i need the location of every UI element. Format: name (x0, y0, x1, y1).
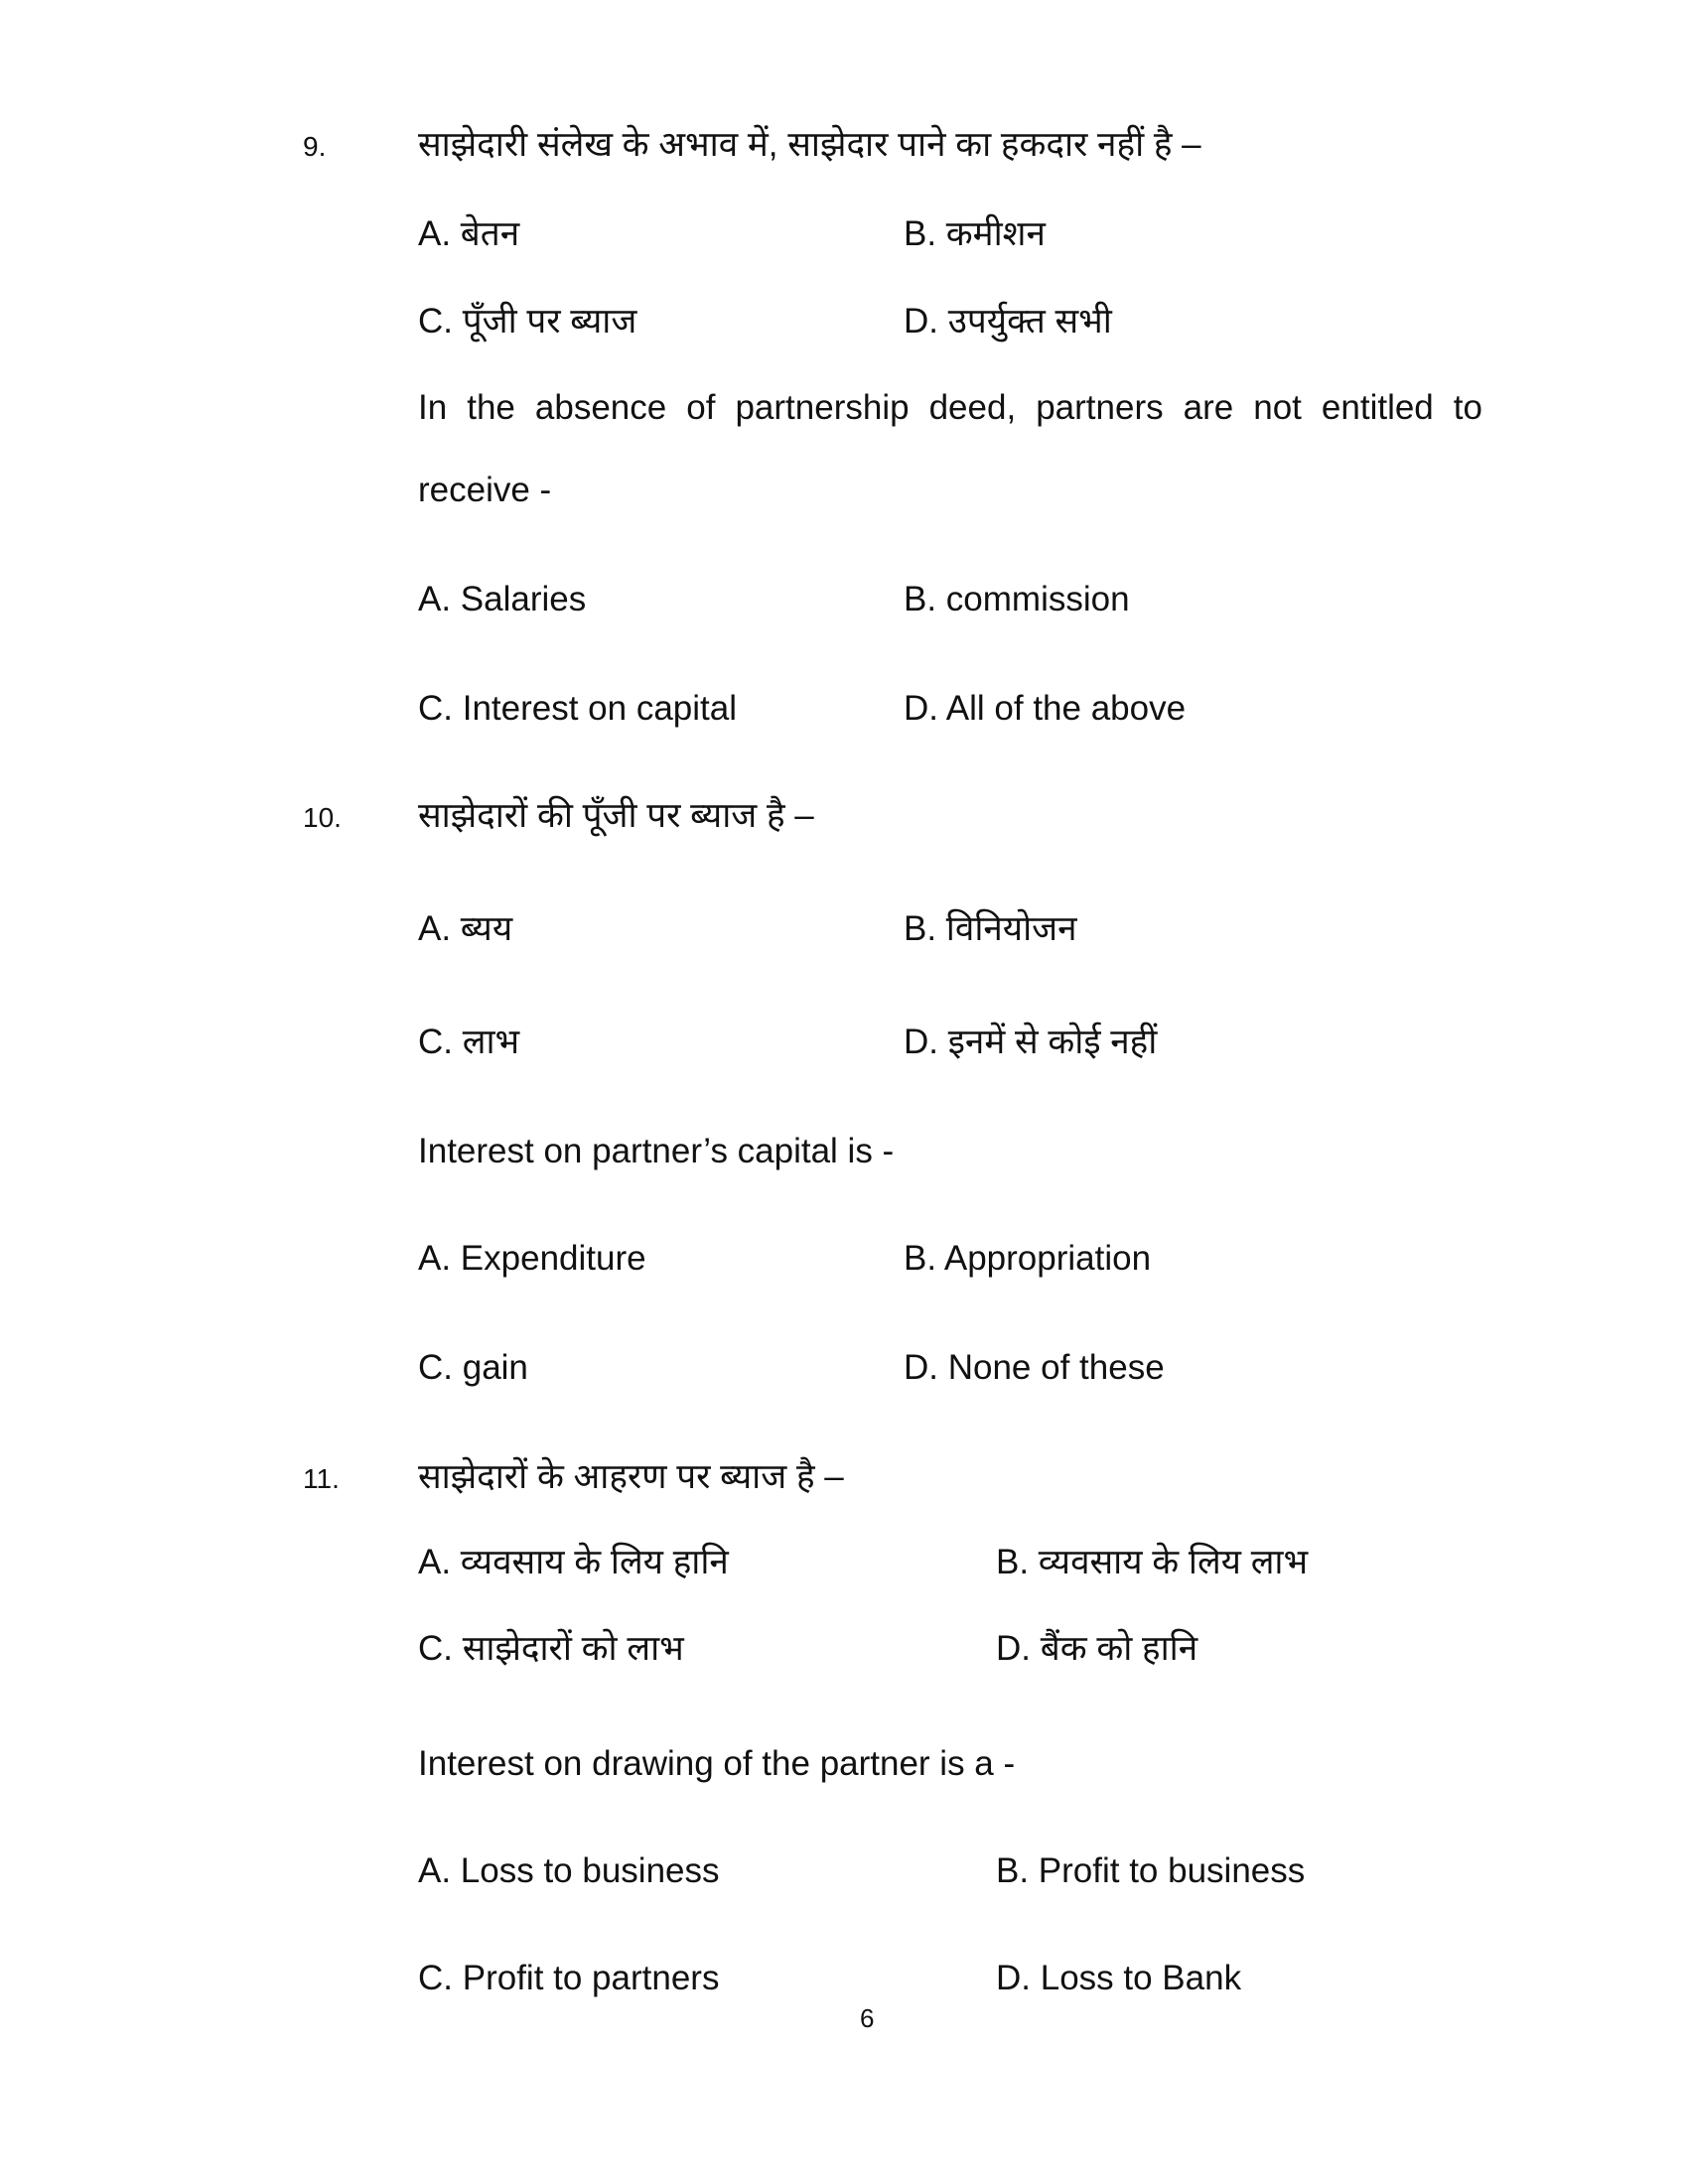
option-b-english: B. commission (904, 580, 1130, 618)
option-d-english: D. Loss to Bank (996, 1959, 1242, 1997)
english-question-line: In the absence of partnership deed, partners are not entitled to (418, 388, 1482, 427)
option-a-hindi: A. बेतन (418, 214, 520, 253)
option-d-hindi: D. बैंक को हानि (996, 1629, 1198, 1668)
question-number: 9. (303, 131, 327, 162)
english-question-line: receive - (418, 471, 552, 509)
english-question: Interest on drawing of the partner is a - (418, 1744, 1016, 1783)
option-a-english: A. Loss to business (418, 1851, 720, 1890)
option-a-english: A. Salaries (418, 580, 587, 618)
option-d-english: D. None of these (904, 1348, 1165, 1387)
option-c-hindi: C. साझेदारों को लाभ (418, 1629, 684, 1668)
option-b-hindi: B. व्यवसाय के लिय लाभ (996, 1543, 1309, 1581)
option-b-english: B. Profit to business (996, 1851, 1306, 1890)
english-question: Interest on partner’s capital is - (418, 1132, 895, 1170)
option-b-english: B. Appropriation (904, 1239, 1152, 1278)
hindi-question: साझेदारों की पूँजी पर ब्याज है – (418, 796, 814, 835)
question-number: 10. (303, 802, 342, 833)
option-c-english: C. Interest on capital (418, 689, 737, 728)
question-number: 11. (303, 1463, 340, 1494)
option-d-english: D. All of the above (904, 689, 1187, 728)
option-a-hindi: A. व्यवसाय के लिय हानि (418, 1543, 729, 1581)
option-d-hindi: D. इनमें से कोई नहीं (904, 1023, 1158, 1061)
hindi-question: साझेदारों के आहरण पर ब्याज है – (418, 1457, 844, 1496)
option-c-english: C. Profit to partners (418, 1959, 720, 1997)
option-b-hindi: B. कमीशन (904, 214, 1046, 253)
option-d-hindi: D. उपर्युक्त सभी (904, 302, 1112, 341)
option-c-hindi: C. लाभ (418, 1023, 520, 1061)
option-c-hindi: C. पूँजी पर ब्याज (418, 302, 637, 341)
option-b-hindi: B. विनियोजन (904, 909, 1077, 948)
option-c-english: C. gain (418, 1348, 528, 1387)
option-a-english: A. Expenditure (418, 1239, 646, 1278)
page-number: 6 (860, 2003, 875, 2033)
hindi-question: साझेदारी संलेख के अभाव में, साझेदार पाने का हकदार नहीं है – (418, 125, 1201, 164)
option-a-hindi: A. ब्यय (418, 909, 513, 948)
